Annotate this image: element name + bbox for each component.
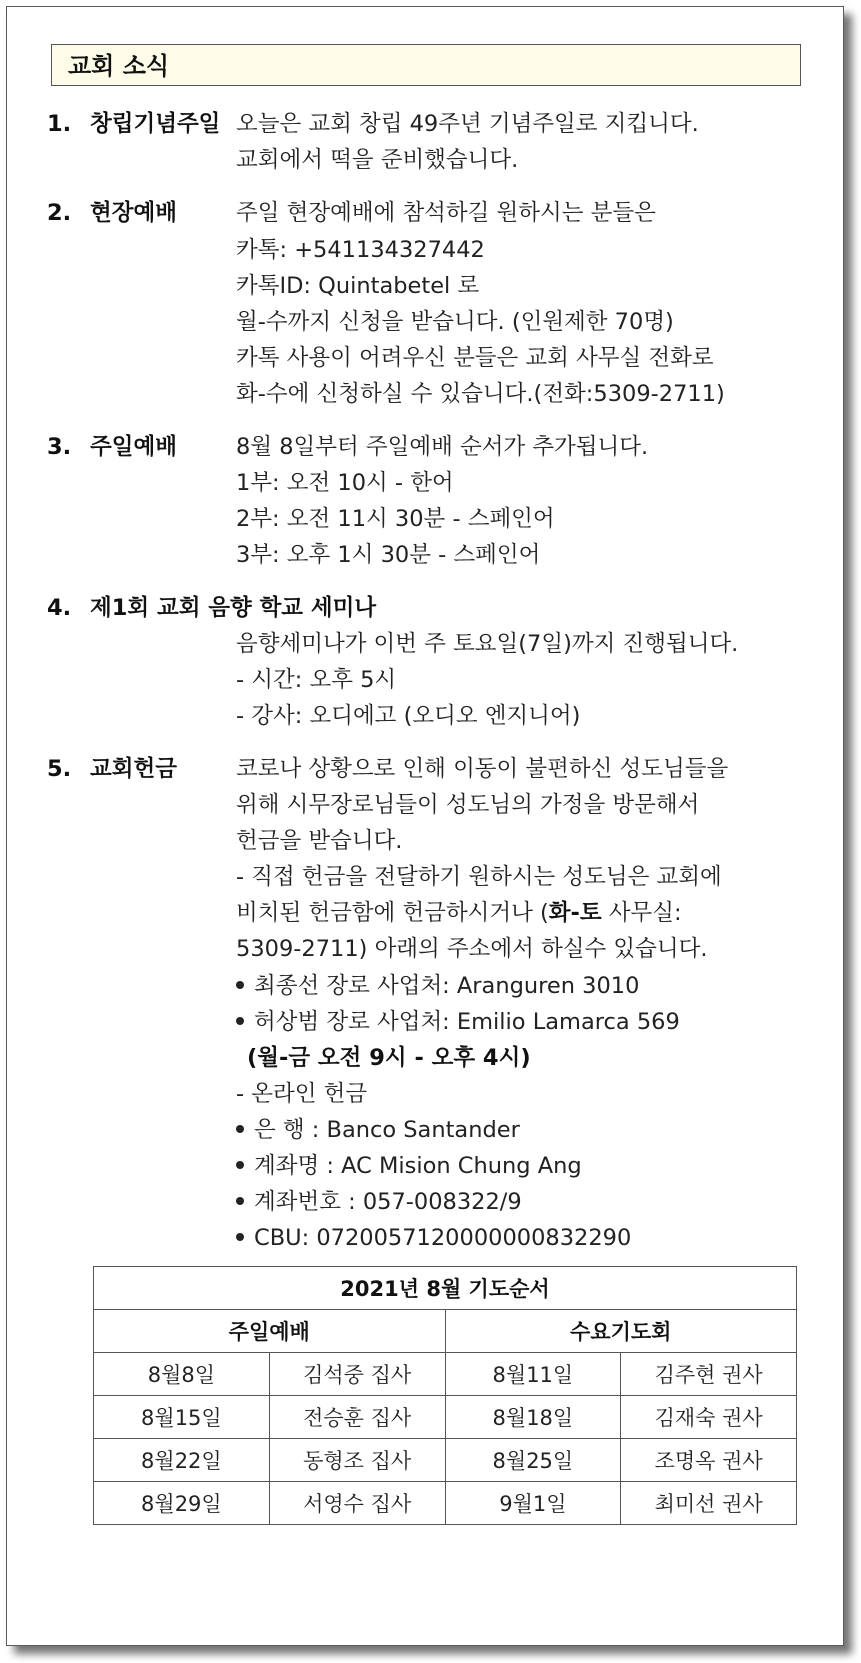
table-cell: 9월1일	[445, 1482, 621, 1525]
bullet-text: 계좌번호 : 057-008322/9	[254, 1189, 522, 1215]
item-line: - 직접 헌금을 전달하기 원하시는 성도님은 교회에	[236, 864, 722, 890]
table-cell: 8월11일	[445, 1353, 621, 1396]
item-line: 카톡ID: Quintabetel 로	[236, 273, 480, 299]
item-number: 5.	[47, 756, 72, 782]
item-title: 현장예배	[90, 200, 177, 226]
item-line: 3부: 오후 1시 30분 - 스페인어	[236, 542, 541, 568]
list-item	[236, 1004, 680, 1040]
list-item	[236, 1112, 520, 1148]
table-cell: 8월25일	[445, 1439, 621, 1482]
column-header-sunday: 주일예배	[94, 1310, 446, 1353]
bullet-icon	[236, 1233, 244, 1241]
office-days: 화-토	[548, 900, 602, 926]
item-line: 교회에서 떡을 준비했습니다.	[236, 147, 519, 173]
item-title: 창립기념주일	[90, 111, 221, 137]
table-cell: 8월29일	[94, 1482, 270, 1525]
item-title: 제1회 교회 음향 학교 세미나	[90, 595, 377, 621]
list-item	[236, 968, 639, 1004]
bullet-text: 계좌명 : AC Mision Chung Ang	[254, 1153, 582, 1179]
item-line: 주일 현장예배에 참석하길 원하시는 분들은	[236, 200, 656, 226]
bullet-text: 최종선 장로 사업처: Aranguren 3010	[254, 973, 640, 999]
bullet-icon	[236, 1161, 244, 1169]
table-cell: 8월8일	[94, 1353, 270, 1396]
item-line: 카톡: +541134327442	[236, 237, 485, 263]
table-cell: 김석중 집사	[269, 1353, 445, 1396]
column-header-wednesday: 수요기도회	[445, 1310, 797, 1353]
item-line: - 시간: 오후 5시	[236, 667, 397, 693]
table-row	[94, 1482, 797, 1525]
table-cell: 조명옥 권사	[621, 1439, 797, 1482]
item-line: 5309-2711) 아래의 주소에서 하실수 있습니다.	[236, 936, 708, 962]
text-segment: 비치된 헌금함에 헌금하시거나 (	[236, 900, 549, 926]
item-number: 2.	[47, 200, 72, 226]
table-cell: 8월15일	[94, 1396, 270, 1439]
bullet-text: 허상범 장로 사업처: Emilio Lamarca 569	[254, 1009, 680, 1035]
table-cell: 동형조 집사	[269, 1439, 445, 1482]
item-line: - 강사: 오디에고 (오디오 엔지니어)	[236, 703, 581, 729]
bullet-icon	[236, 1017, 244, 1025]
section-header: 교회 소식	[51, 44, 801, 86]
text-segment: 사무실:	[601, 900, 682, 926]
bulletin-page	[6, 6, 844, 1646]
item-line: - 온라인 헌금	[236, 1081, 368, 1107]
bullet-text: CBU: 0720057120000000832290	[254, 1225, 632, 1251]
item-line: 음향세미나가 이번 주 토요일(7일)까지 진행됩니다.	[236, 631, 739, 657]
office-hours: (월-금 오전 9시 - 오후 4시)	[247, 1045, 531, 1071]
table-cell: 8월22일	[94, 1439, 270, 1482]
table-title: 2021년 8월 기도순서	[94, 1267, 797, 1310]
list-item	[236, 1220, 631, 1256]
item-number: 1.	[47, 111, 72, 137]
prayer-schedule-table	[93, 1266, 797, 1525]
item-line: 헌금을 받습니다.	[236, 828, 403, 854]
table-cell: 전승훈 집사	[269, 1396, 445, 1439]
item-line	[236, 895, 682, 931]
item-line: 2부: 오전 11시 30분 - 스페인어	[236, 506, 555, 532]
bullet-icon	[236, 1197, 244, 1205]
item-line: 화-수에 신청하실 수 있습니다.(전화:5309-2711)	[236, 381, 725, 407]
table-cell: 최미선 권사	[621, 1482, 797, 1525]
table-cell: 서영수 집사	[269, 1482, 445, 1525]
table-cell: 8월18일	[445, 1396, 621, 1439]
table-row	[94, 1353, 797, 1396]
item-line: 카톡 사용이 어려우신 분들은 교회 사무실 전화로	[236, 345, 714, 371]
list-item	[236, 1184, 522, 1220]
item-line: 월-수까지 신청을 받습니다. (인원제한 70명)	[236, 309, 674, 335]
bullet-icon	[236, 1125, 244, 1133]
table-row	[94, 1396, 797, 1439]
item-title: 주일예배	[90, 434, 177, 460]
item-title: 교회헌금	[90, 756, 177, 782]
item-number: 4.	[47, 595, 72, 621]
table-cell: 김재숙 권사	[621, 1396, 797, 1439]
bullet-text: 은 행 : Banco Santander	[254, 1117, 520, 1143]
item-line: 1부: 오전 10시 - 한어	[236, 470, 454, 496]
bullet-icon	[236, 981, 244, 989]
table-cell: 김주현 권사	[621, 1353, 797, 1396]
item-number: 3.	[47, 434, 72, 460]
item-line: 오늘은 교회 창립 49주년 기념주일로 지킵니다.	[236, 111, 699, 137]
table-row	[94, 1439, 797, 1482]
list-item	[236, 1148, 582, 1184]
item-line: 8월 8일부터 주일예배 순서가 추가됩니다.	[236, 434, 649, 460]
item-line: 코로나 상황으로 인해 이동이 불편하신 성도님들을	[236, 756, 729, 782]
item-line: 위해 시무장로님들이 성도님의 가정을 방문해서	[236, 792, 700, 818]
